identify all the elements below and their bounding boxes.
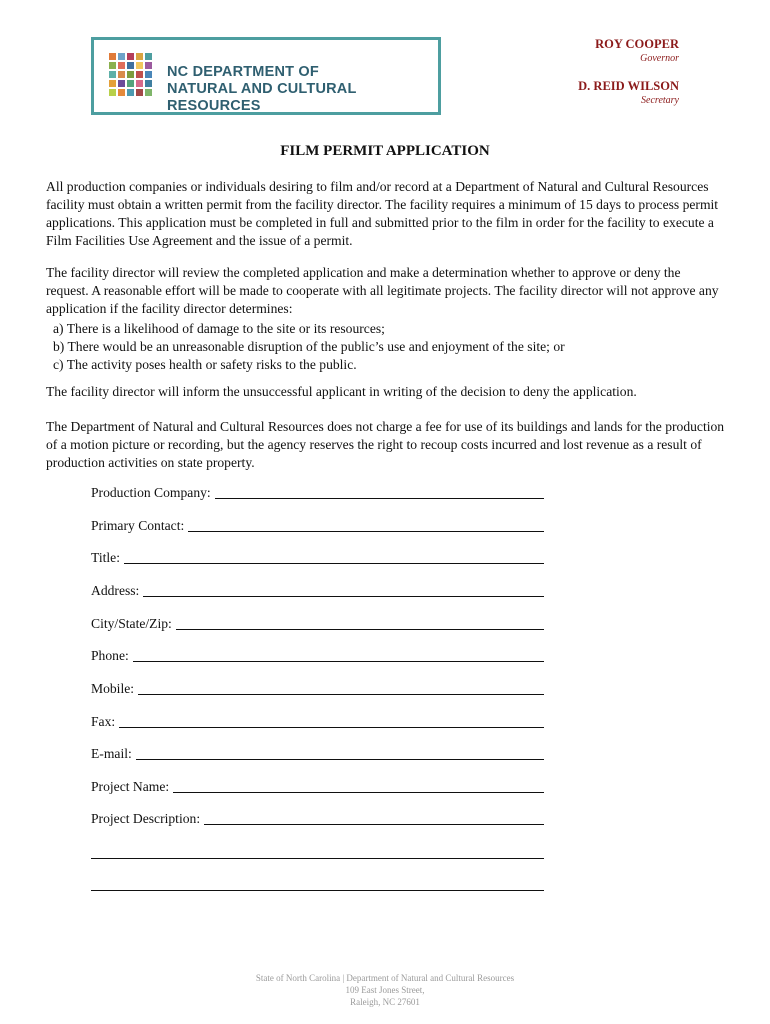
- mosaic-tile: [136, 80, 143, 87]
- project-description-line-3[interactable]: [91, 890, 544, 891]
- footer-line-1: State of North Carolina | Department of Natural and Cultural Resources: [255, 973, 515, 983]
- mosaic-tile: [136, 71, 143, 78]
- department-logo: [91, 37, 441, 115]
- mosaic-tile: [127, 62, 134, 69]
- project-name-field: [91, 778, 544, 796]
- title-field: [91, 549, 544, 567]
- governor-title: Governor: [640, 53, 679, 64]
- logo-text: [167, 64, 438, 115]
- primary-contact-field: [91, 517, 544, 535]
- project-name-input[interactable]: [173, 778, 544, 793]
- mosaic-tile: [136, 89, 143, 96]
- project-description-field: [91, 810, 544, 828]
- mosaic-tile: [136, 53, 143, 60]
- fax-field: [91, 713, 544, 731]
- mosaic-tile: [118, 80, 125, 87]
- address-input[interactable]: [143, 582, 544, 597]
- title-input[interactable]: [124, 549, 544, 564]
- fax-input[interactable]: [119, 713, 544, 728]
- mobile-label: Mobile:: [91, 681, 135, 696]
- primary-contact-label: Primary Contact:: [91, 518, 185, 533]
- primary-contact-input[interactable]: [188, 517, 544, 532]
- phone-field: [91, 647, 544, 665]
- governor-name: ROY COOPER: [595, 37, 679, 51]
- footer-line-3: Raleigh, NC 27601: [350, 997, 420, 1007]
- mosaic-tile: [127, 53, 134, 60]
- logo-line-1: NC DEPARTMENT OF: [167, 64, 319, 80]
- list-item: c) The activity poses health or safety risks to the public.: [53, 357, 357, 372]
- intro-paragraph: All production companies or individuals desiring to film and/or record at a Department of Natural and Cultural Resources facility must obtain a written permit from the facility director. The facility requires a minimum of 15 days to process permit applications. This application must be completed in full and submitted prior to the film in order for the facility to execute a Film Facilities Use Agreement and the issue of a permit.: [46, 179, 719, 248]
- project-description-label: Project Description:: [91, 811, 201, 826]
- project-name-label: Project Name:: [91, 779, 170, 794]
- mosaic-tile: [109, 80, 116, 87]
- mosaic-tile: [136, 62, 143, 69]
- mosaic-tile: [109, 53, 116, 60]
- mosaic-tile: [109, 62, 116, 69]
- email-field: [91, 745, 544, 763]
- email-label: E-mail:: [91, 746, 132, 761]
- mosaic-tile: [145, 71, 152, 78]
- city-state-zip-label: City/State/Zip:: [91, 616, 172, 631]
- fax-label: Fax:: [91, 714, 116, 729]
- denial-criteria-list: [53, 320, 565, 374]
- address-label: Address:: [91, 583, 140, 598]
- secretary-name: D. REID WILSON: [578, 79, 679, 93]
- mosaic-tile: [127, 89, 134, 96]
- email-input[interactable]: [136, 745, 544, 760]
- mosaic-tile: [127, 71, 134, 78]
- phone-input[interactable]: [133, 647, 544, 662]
- mosaic-tile: [118, 71, 125, 78]
- mosaic-tile: [145, 62, 152, 69]
- mobile-input[interactable]: [138, 680, 544, 695]
- secretary-title: Secretary: [641, 95, 679, 106]
- production-company-field: [91, 484, 544, 502]
- logo-mosaic-icon: [109, 53, 153, 101]
- mosaic-tile: [118, 89, 125, 96]
- mosaic-tile: [145, 53, 152, 60]
- production-company-label: Production Company:: [91, 485, 211, 500]
- project-description-input[interactable]: [204, 810, 544, 825]
- mosaic-tile: [145, 80, 152, 87]
- mosaic-tile: [118, 62, 125, 69]
- address-field: [91, 582, 544, 600]
- production-company-input[interactable]: [215, 484, 544, 499]
- mosaic-tile: [145, 89, 152, 96]
- review-paragraph: The facility director will review the completed application and make a determination whether to approve or deny the request. A reasonable effort will be made to cooperate with all legitimate projects. The facility director will not approve any application if the facility director determines:: [46, 265, 719, 316]
- mosaic-tile: [127, 80, 134, 87]
- mobile-field: [91, 680, 544, 698]
- project-description-line-2[interactable]: [91, 858, 544, 859]
- logo-line-2: NATURAL AND CULTURAL RESOURCES: [167, 81, 357, 114]
- city-state-zip-field: [91, 615, 544, 633]
- mosaic-tile: [118, 53, 125, 60]
- mosaic-tile: [109, 89, 116, 96]
- title-label: Title:: [91, 550, 120, 565]
- list-item: b) There would be an unreasonable disruption of the public’s use and enjoyment of the site; or: [53, 339, 565, 354]
- fee-paragraph: The Department of Natural and Cultural Resources does not charge a fee for use of its buildings and lands for the production of a motion picture or recording, but the agency reserves the right to recoup costs incurred and lost revenue as a result of production activities on state property.: [46, 419, 725, 470]
- phone-label: Phone:: [91, 648, 129, 663]
- mosaic-tile: [109, 71, 116, 78]
- city-state-zip-input[interactable]: [176, 615, 544, 630]
- officials-block: [578, 37, 679, 107]
- denial-notice-paragraph: The facility director will inform the unsuccessful applicant in writing of the decision to deny the application.: [46, 384, 637, 399]
- footer-line-2: 109 East Jones Street,: [345, 985, 425, 995]
- list-item: a) There is a likelihood of damage to the site or its resources;: [53, 321, 385, 336]
- document-title: FILM PERMIT APPLICATION: [280, 143, 490, 159]
- page-footer: [0, 972, 770, 1008]
